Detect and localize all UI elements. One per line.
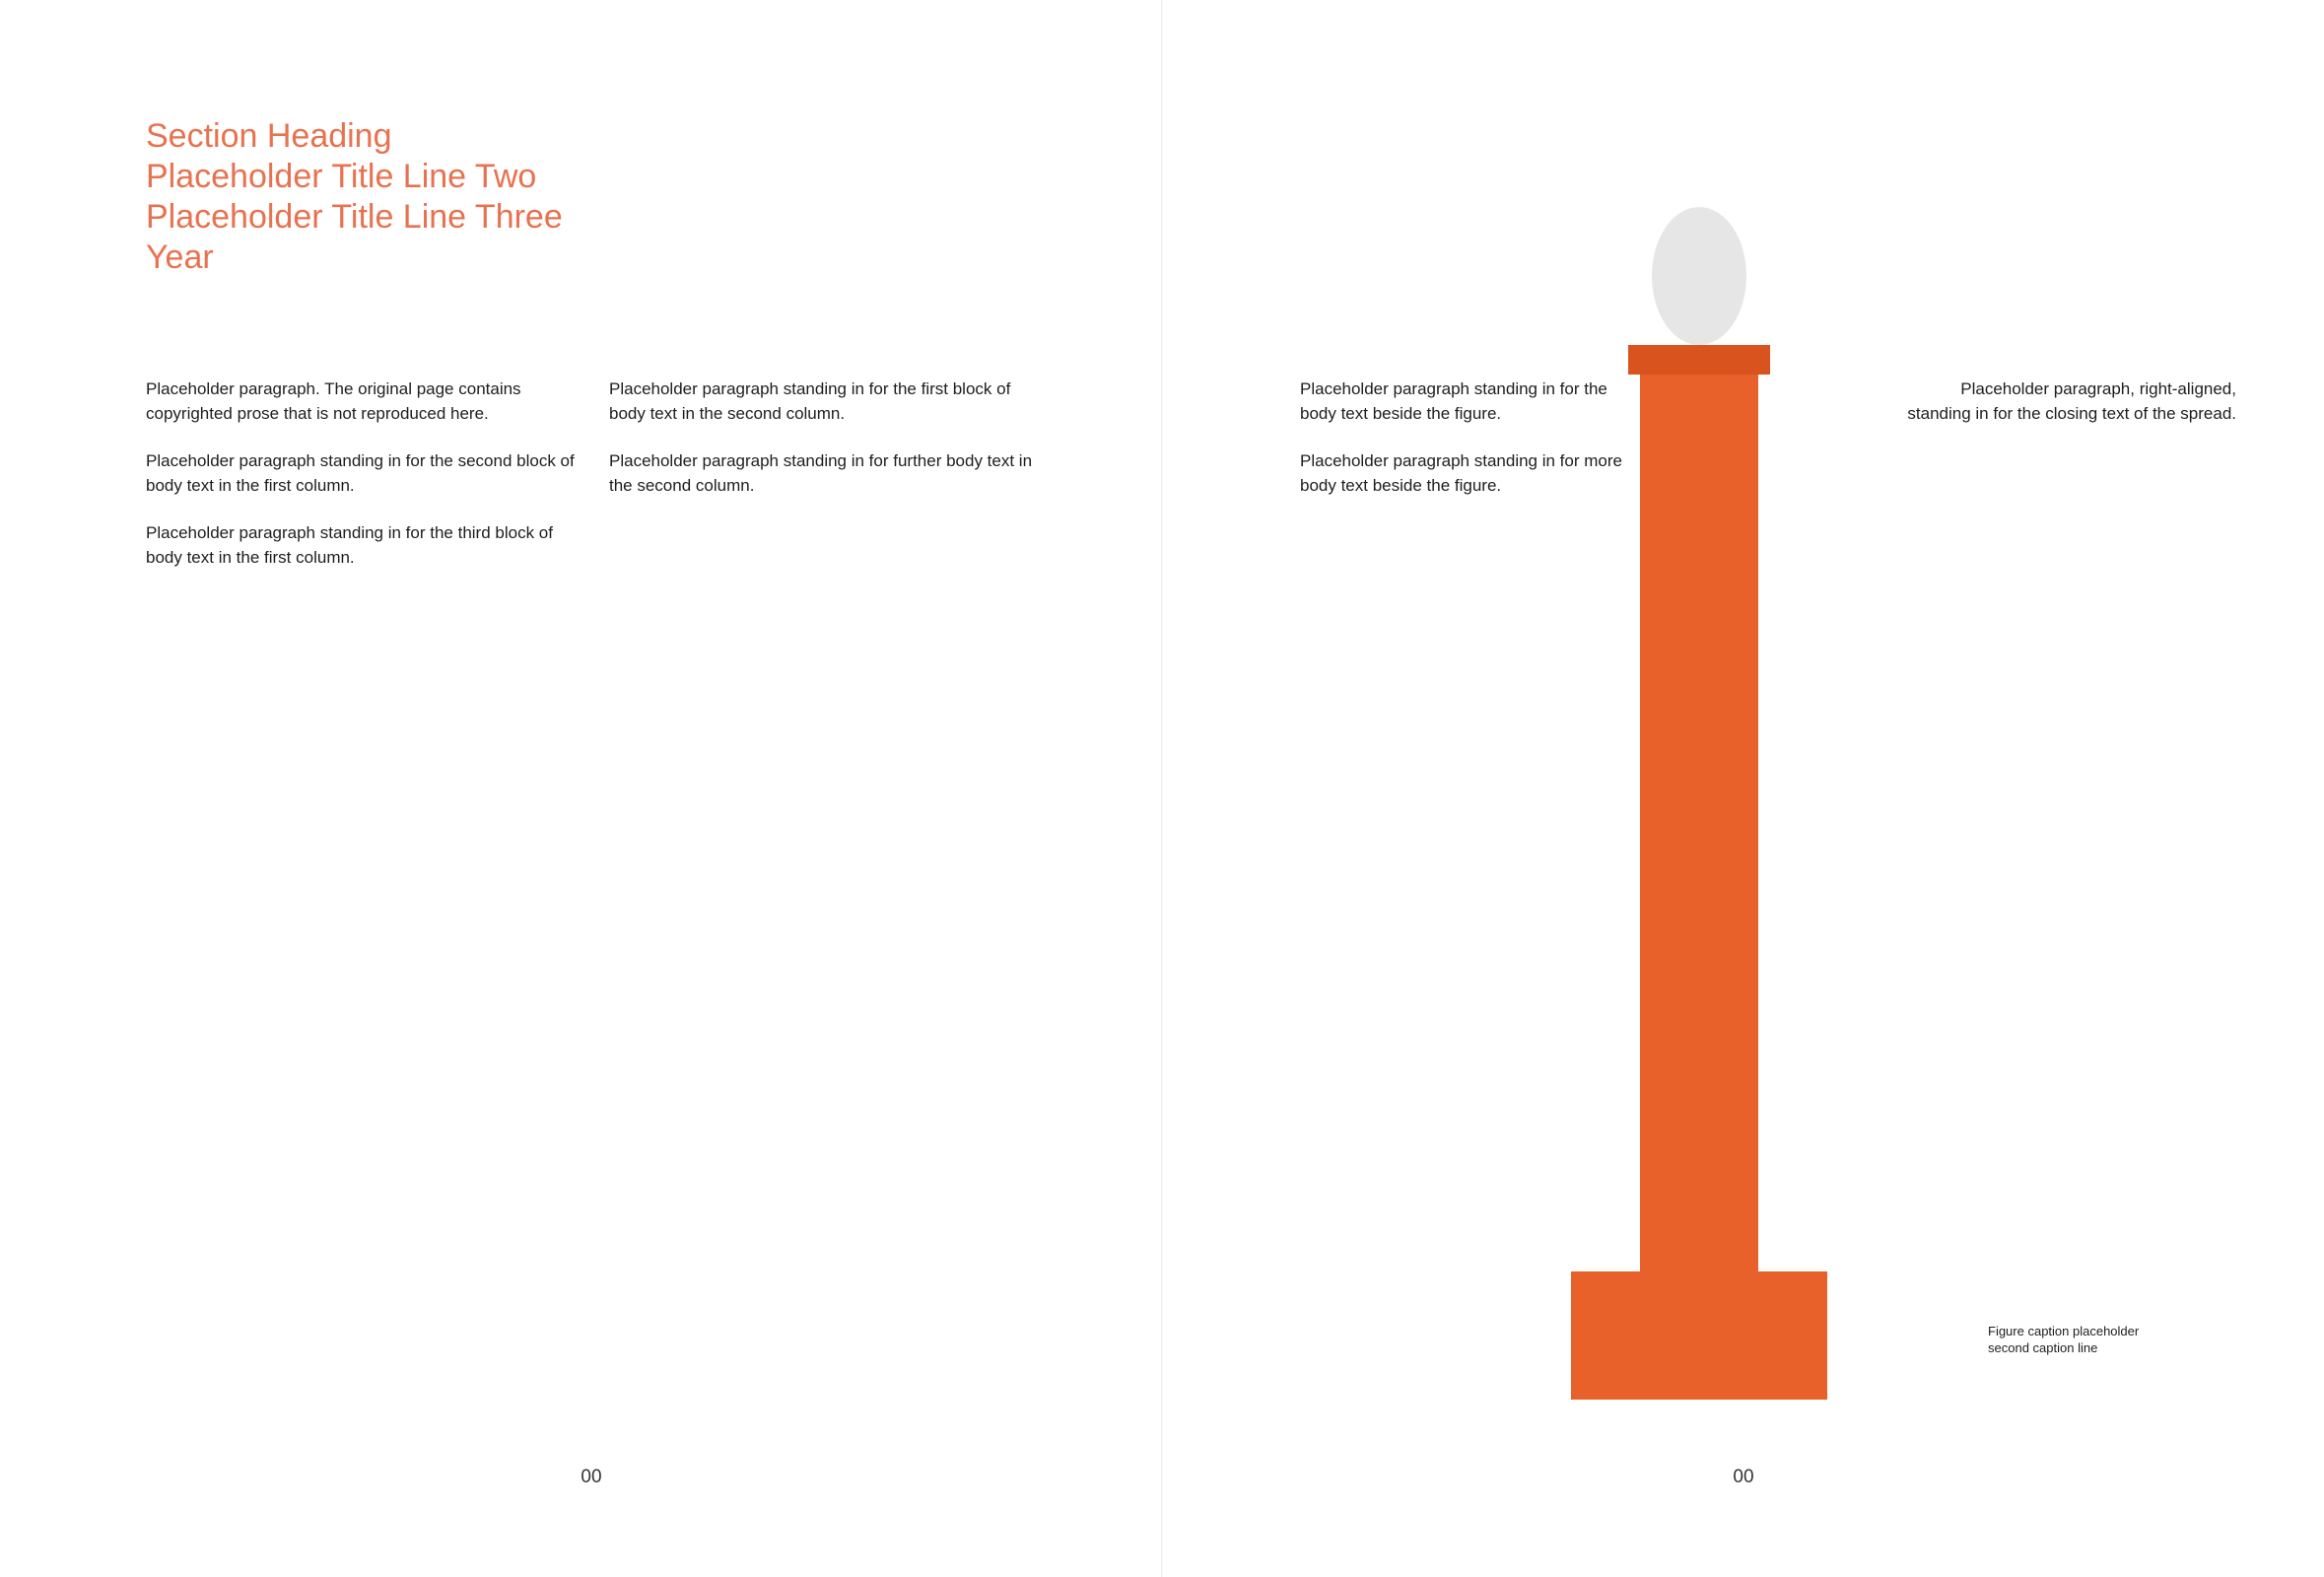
body-column-left-2	[609, 377, 1043, 521]
figure-caption	[1988, 1323, 2205, 1356]
title-line: Placeholder Title Line Two	[146, 158, 537, 195]
body-paragraph: Placeholder paragraph standing in for the first block of body text in the second column.	[609, 379, 1011, 423]
caption-line: second caption line	[1988, 1340, 2098, 1355]
page-number: 00	[581, 1467, 602, 1487]
page-number: 00	[1733, 1467, 1754, 1487]
body-column-right-2	[1896, 377, 2236, 449]
body-column-right-1	[1300, 377, 1640, 521]
caption-line: Figure caption placeholder	[1988, 1324, 2140, 1338]
body-paragraph: Placeholder paragraph standing in for further body text in the second column.	[609, 451, 1033, 495]
figure-cap	[1628, 345, 1770, 375]
figure-illustration	[1551, 187, 1847, 1419]
title-line: Placeholder Title Line Three	[146, 198, 563, 236]
body-paragraph: Placeholder paragraph standing in for the third block of body text in the first column.	[146, 523, 553, 567]
body-paragraph: Placeholder paragraph standing in for the body text beside the figure.	[1300, 379, 1607, 423]
page-title	[146, 116, 895, 278]
body-column-left-1	[146, 377, 580, 593]
body-paragraph: Placeholder paragraph standing in for more body text beside the figure.	[1300, 451, 1622, 495]
right-page	[1162, 0, 2324, 1577]
title-line: Year	[146, 239, 214, 276]
body-paragraph: Placeholder paragraph, right-aligned, standing in for the closing text of the spread.	[1907, 379, 2236, 423]
body-paragraph: Placeholder paragraph. The original page contains copyrighted prose that is not reproduced here.	[146, 379, 521, 423]
title-line: Section Heading	[146, 117, 392, 155]
figure-bust	[1652, 207, 1746, 345]
figure-column	[1640, 365, 1758, 1281]
body-paragraph: Placeholder paragraph standing in for the second block of body text in the first column.	[146, 451, 575, 495]
figure-base	[1571, 1271, 1827, 1400]
